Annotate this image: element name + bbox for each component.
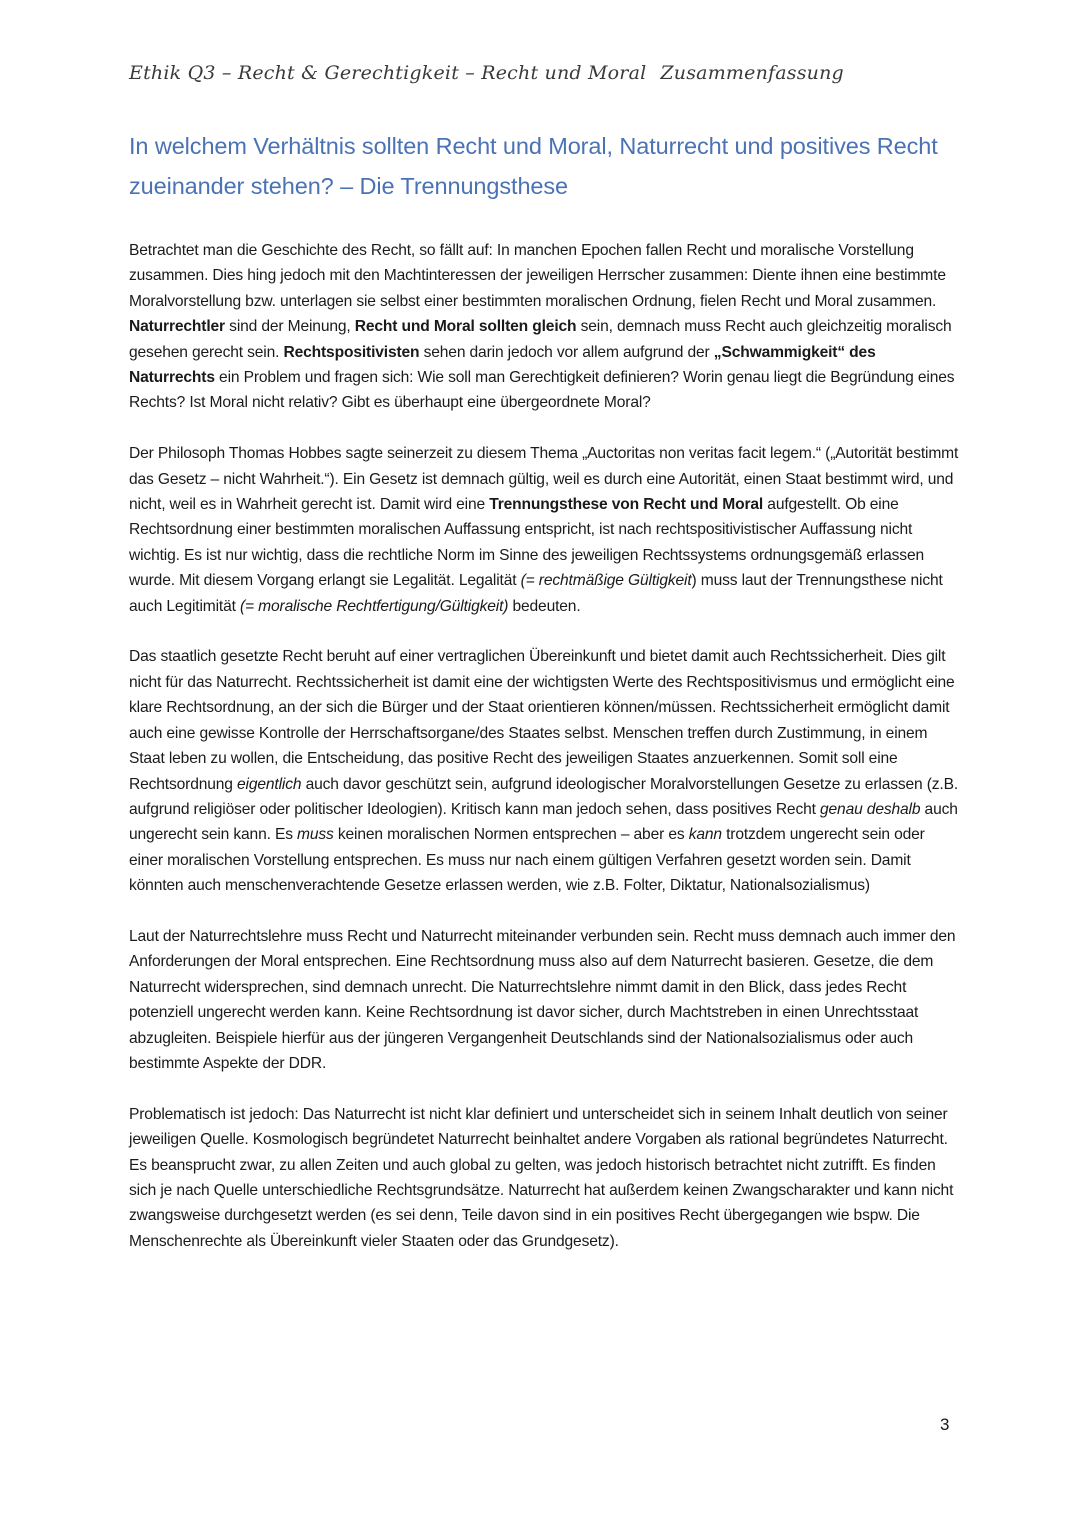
definition-legitimitaet: (= moralische Rechtfertigung/Gültigkeit) (240, 597, 509, 615)
paragraph-hobbes-trennungsthese (129, 441, 959, 619)
term-naturrechtler: Naturrechtler (129, 318, 225, 336)
emphasis-muss: muss (297, 826, 334, 844)
paragraph-text: sein, demnach muss Recht auch gleichzeitig moralisch gesehen gerecht sein. (129, 318, 952, 361)
document-body (129, 238, 959, 1280)
paragraph-text: ) muss laut der Trennungsthese nicht auch Legitimität (129, 572, 943, 615)
paragraph-text: aufgestellt. Ob eine Rechtsordnung einer bestimmten moralischen Auffassung entspricht, ist nach rechtspositivistischer Auffassung nicht wichtig. Es ist nur wichtig, dass die rechtliche Norm im Sinne des jeweiligen Rechtssystems ordnungsgemäß erlassen wurde. Mit diesem Vorgang erlangt sie Legalität. Legalität (129, 496, 924, 590)
paragraph-text: Problematisch ist jedoch: Das Naturrecht ist nicht klar definiert und unterscheidet sich in seinem Inhalt deutlich von seiner jeweiligen Quelle. Kosmologisch begründetet Naturrecht beinhaltet andere Vorgaben als rational begründetes Naturrecht. Es beansprucht zwar, zu allen Zeiten und auch global zu gelten, was jedoch historisch betrachtet nicht zutrifft. Es finden sich je nach Quelle unterschiedliche Rechtsgrundsätze. Naturrecht hat außerdem keinen Zwangscharakter und kann nicht zwangsweise durchgesetzt werden (es sei denn, Teile davon sind in ein positives Recht übergegangen wie bspw. Die Menschenrechte als Übereinkunft vieler Staaten oder das Grundgesetz). (129, 1105, 954, 1250)
paragraph-rechtssicherheit (129, 644, 959, 898)
title-line-2: zueinander stehen? – Die Trennungsthese (129, 173, 568, 199)
paragraph-problematik-naturrecht (129, 1102, 959, 1254)
paragraph-text: sehen darin jedoch vor allem aufgrund der (419, 343, 714, 361)
term-rechtspositivisten: Rechtspositivisten (283, 343, 420, 361)
paragraph-text: auch davor geschützt sein, aufgrund ideologischer Moralvorstellungen Gesetze zu erlassen (z.B. aufgrund religiöser oder politischer Ideologien). Kritisch kann man jedoch sehen, dass positives Recht (129, 775, 959, 818)
paragraph-history (129, 238, 959, 314)
paragraph-text: sind der Meinung, (224, 318, 355, 336)
emphasis-kann: kann (688, 826, 722, 844)
title-line-1: In welchem Verhältnis sollten Recht und Moral, Naturrecht und positives Recht (129, 133, 938, 159)
running-subtitle: Zusammenfassung (660, 62, 844, 84)
document-title (129, 126, 969, 206)
paragraph-naturrechtslehre (129, 924, 959, 1076)
emphasis-eigentlich: eigentlich (237, 775, 302, 793)
term-trennungsthese: Trennungsthese von Recht und Moral (489, 496, 764, 514)
emphasis-schwammigkeit: „Schwammigkeit“ des Naturrechts (129, 343, 876, 387)
paragraph-text: Laut der Naturrechtslehre muss Recht und Naturrecht miteinander verbunden sein. Recht muss demnach auch immer den Anforderungen der Moral entsprechen. Eine Rechtsordnung muss also auf dem Naturrecht basieren. Gesetze, die dem Naturrecht widersprechen, sind demnach unrecht. Die Naturrechtslehre nimmt damit in den Blick, dass jedes Recht potenziell ungerecht werden kann. Keine Rechtsordnung ist davor sicher, durch Machtstreben in einen Unrechtsstaat abzugleiten. Beispiele hierfür aus der jüngeren Vergangenheit Deutschlands sind der Nationalsozialismus oder auch bestimmte Aspekte der DDR. (129, 927, 956, 1072)
running-title: Ethik Q3 – Recht & Gerechtigkeit – Recht und Moral (129, 62, 647, 84)
paragraph-text: Betrachtet man die Geschichte des Recht, so fällt auf: In manchen Epochen fallen Recht und moralische Vorstellung zusammen. Dies hing jedoch mit den Machtinteressen der jeweiligen Herrscher zusammen: Diente ihnen eine bestimmte Moralvorstellung bzw. unterlagen sie selbst einer bestimmten moralischen Ordnung, fielen Recht und Moral zusammen. (129, 242, 946, 310)
page-number: 3 (940, 1415, 950, 1434)
definition-legalitaet: (= rechtmäßige Gültigkeit (520, 572, 692, 590)
paragraph-text: auch ungerecht sein kann. Es (129, 800, 958, 844)
paragraph-text: Das staatlich gesetzte Recht beruht auf einer vertraglichen Übereinkunft und bietet damit auch Rechtssicherheit. Dies gilt nicht für das Naturrecht. Rechtssicherheit ist damit eine der wichtigsten Werte des Rechtspositivismus und ermöglicht eine klare Rechtsordnung, an der sich die Bürger und der Staat orientieren können/müssen. Rechtssicherheit ermöglicht damit auch eine gewisse Kontrolle der Herrschaftsorgane/des Staates selbst. Menschen treffen durch Zustimmung, in einem Staat leben zu wollen, die Entscheidung, das positive Recht des jeweiligen Staates anzuerkennen. Somit soll eine Rechtsordnung (129, 648, 955, 793)
paragraph-naturrechtler-vs-positivisten (129, 314, 959, 416)
paragraph-text: bedeuten. (508, 597, 581, 615)
paragraph-text: ein Problem und fragen sich: Wie soll man Gerechtigkeit definieren? Worin genau liegt die Begründung eines Rechts? Ist Moral nicht relativ? Gibt es überhaupt eine übergeordnete Moral? (129, 369, 955, 412)
emphasis-genau-deshalb: genau deshalb (820, 800, 921, 818)
paragraph-text: Der Philosoph Thomas Hobbes sagte seinerzeit zu diesem Thema „Auctoritas non veritas facit legem.“ („Autorität bestimmt das Gesetz – nicht Wahrheit.“). Ein Gesetz ist demnach gültig, weil es durch eine Autorität, einen Staat bestimmt wird, und nicht, weil es in Wahrheit gerecht ist. Damit wird eine (129, 445, 959, 514)
paragraph-text: keinen moralischen Normen entsprechen – aber es (333, 826, 689, 844)
emphasis-recht-moral-gleich: Recht und Moral sollten gleich (354, 318, 577, 336)
page-header (129, 62, 844, 84)
paragraph-text: trotzdem ungerecht sein oder einer moralischen Vorstellung entsprechen. Es muss nur nach einem gültigen Verfahren gesetzt worden sein. Damit könnten auch menschenverachtende Gesetze erlassen werden, wie z.B. Folter, Diktatur, Nationalsozialismus) (129, 826, 925, 895)
